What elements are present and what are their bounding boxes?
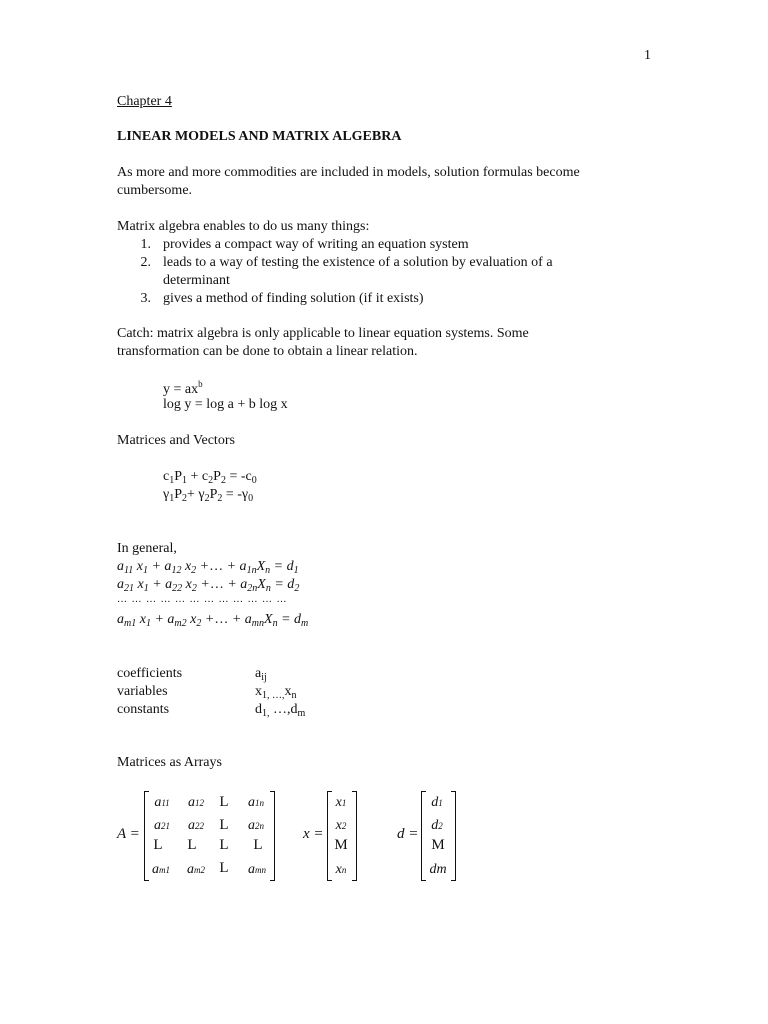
general-equation-2: $a_{21}$ $x_1 + a_{22}$ $x_2$ +… + $a_{2n}X_n = d_2$ [117, 577, 300, 594]
list-item [117, 291, 424, 307]
general-equation-1: $a_{11}$ $x_1 + a_{12}$ $x_2$ +… + $a_{1n}X_n = d_1$ [117, 559, 299, 576]
list-number: 2. [140, 255, 151, 270]
list-text: leads to a way of testing the existence of a solution by evaluation of a [163, 255, 553, 270]
definition-term: variables [117, 684, 168, 699]
vector-d-label: d = [397, 826, 419, 842]
catch-line-1: Catch: matrix algebra is only applicable to linear equation systems. Some [117, 326, 529, 341]
definition-term: coefficients [117, 666, 183, 681]
page-title: LINEAR MODELS AND MATRIX ALGEBRA [117, 129, 402, 144]
definition-value: $a_{ij}$ [255, 666, 267, 683]
list-text: determinant [163, 273, 230, 288]
vector-d-right-bracket [451, 791, 456, 881]
equation-c: $c_1P_1 + c_2P_2 = -c_0$ [163, 469, 257, 486]
definition-value: $x_{1, \dots,}x_n$ [255, 684, 297, 701]
section-matrices-arrays: Matrices as Arrays [117, 755, 222, 770]
list-item [117, 273, 230, 289]
equation-power: $y = ax^b$ [163, 379, 203, 397]
equation-log: log y = log a + b log x [163, 397, 288, 412]
section-matrices-vectors: Matrices and Vectors [117, 433, 235, 448]
list-number: 3. [140, 291, 151, 306]
list-number: 1. [140, 237, 151, 252]
page-number: 1 [644, 48, 651, 63]
chapter-heading: Chapter 4 [117, 94, 172, 109]
vector-x-label: x = [303, 826, 324, 842]
matrix-a-right-bracket [270, 791, 275, 881]
definition-term: constants [117, 702, 170, 717]
intro-line-1: As more and more commodities are included in models, solution formulas become [117, 165, 580, 180]
list-item [117, 237, 469, 253]
matrix-a-label: A = [117, 826, 140, 842]
list-item [117, 255, 553, 271]
general-equation-m: $a_{m1}$ $x_1 + a_{m2}$ $x_2$ +… + $a_{mn}X_n = d_m$ [117, 612, 309, 629]
catch-line-2: transformation can be done to obtain a linear relation. [117, 344, 418, 359]
definition-value: $d_{1,}$ $\dots,d_m$ [255, 702, 306, 719]
list-text: provides a compact way of writing an equation system [163, 237, 469, 252]
general-equation-ellipsis: … … … … … … … … … … … … [117, 594, 288, 605]
matrix-intro: Matrix algebra enables to do us many things: [117, 219, 370, 234]
list-text: gives a method of finding solution (if it exists) [163, 291, 424, 306]
intro-line-2: cumbersome. [117, 183, 193, 198]
in-general-label: In general, [117, 541, 177, 556]
vector-x-right-bracket [352, 791, 357, 881]
equation-gamma: $\gamma_1P_2+ \gamma_2P_2 = -\gamma_0$ [163, 487, 254, 504]
